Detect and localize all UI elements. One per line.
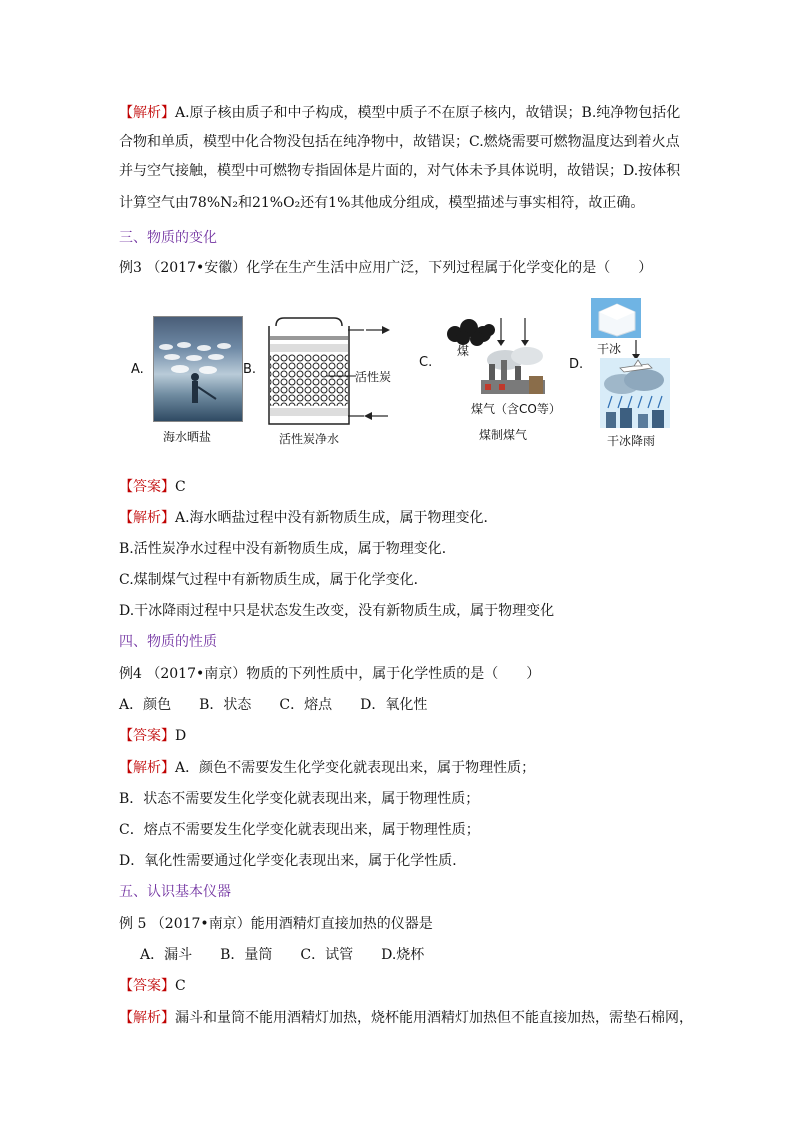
example-3-figure [119, 300, 679, 460]
example-3-question: 例3 （2017•安徽）化学在生产生活中应用广泛，下列过程属于化学变化的是（ ） [119, 260, 653, 276]
sea-salt-photo [153, 316, 243, 422]
answer-tag: 【答案】 [119, 728, 175, 744]
example-3-analysis-1: 【解析】A.海水晒盐过程中没有新物质生成，属于物理变化． [119, 510, 498, 526]
section-heading-3: 三、物质的变化 [119, 230, 217, 246]
factory-icon [475, 346, 555, 396]
analysis-line-2: 合物和单质，模型中化合物没包括在纯净物中，故错误；C.燃烧需要可燃物温度达到着火点 [119, 134, 680, 150]
section-heading-5: 五、认识基本仪器 [119, 884, 231, 900]
answer-value: C [175, 479, 186, 495]
option-a-caption: 海水晒盐 [163, 430, 212, 444]
example-3-answer [119, 477, 186, 497]
example-4-question: 例4 （2017•南京）物质的下列性质中，属于化学性质的是（ ） [119, 666, 541, 682]
option-d-caption: 干冰降雨 [607, 434, 656, 448]
option-c-letter: C. [419, 355, 433, 370]
example-4-analysis-4: D．氧化性需要通过化学变化表现出来，属于化学性质． [119, 853, 467, 869]
option-b-letter: B. [243, 362, 257, 377]
answer-tag: 【答案】 [119, 978, 175, 994]
analysis-line-4: 计算空气由78%N₂和21%O₂还有1%其他成分组成，模型描述与事实相符，故正确。 [119, 195, 645, 211]
option-c-caption: 煤制煤气 [479, 428, 528, 442]
example-4-analysis-2: B．状态不需要发生化学变化就表现出来，属于物理性质； [119, 791, 480, 807]
coal-label: 煤 [457, 344, 470, 358]
activated-carbon-label: 活性炭 [355, 370, 392, 384]
analysis-line-1: 【解析】A.原子核由质子和中子构成，模型中质子不在原子核内，故错误；B.纯净物包括化 [119, 105, 681, 121]
analysis-tag: 【解析】 [119, 510, 175, 526]
sea-salt-illustration [154, 317, 242, 421]
section-heading-4: 四、物质的性质 [119, 634, 217, 650]
water-filter-diagram [264, 314, 424, 426]
option-b-caption: 活性炭净水 [279, 432, 340, 446]
answer-value: C [175, 978, 186, 994]
example-5-question: 例 5 （2017•南京）能用酒精灯直接加热的仪器是 [119, 916, 433, 932]
answer-value: D [175, 728, 187, 744]
example-3-analysis-2: B.活性炭净水过程中没有新物质生成，属于物理变化． [119, 541, 456, 557]
analysis-tag: 【解析】 [119, 105, 175, 121]
example-5-options: A．漏斗 B．量筒 C．试管 D.烧杯 [140, 947, 425, 963]
example-4-options: A．颜色 B．状态 C．熔点 D．氧化性 [119, 697, 428, 713]
dry-ice-icon [591, 298, 641, 338]
option-d-letter: D. [569, 357, 584, 372]
analysis-tag: 【解析】 [119, 1010, 175, 1026]
example-5-analysis-1: 【解析】漏斗和量筒不能用酒精灯加热，烧杯能用酒精灯加热但不能直接加热，需垫石棉网， [119, 1010, 693, 1026]
example-3-analysis-4: D.干冰降雨过程中只是状态发生改变，没有新物质生成，属于物理变化 [119, 603, 555, 619]
example-4-answer [119, 726, 186, 746]
dry-ice-label: 干冰 [597, 342, 622, 356]
analysis-line-3: 并与空气接触，模型中可燃物专指固体是片面的，对气体未予具体说明，故错误；D.按体积 [119, 163, 681, 179]
option-a-letter: A. [131, 362, 144, 377]
down-arrow-icon [629, 340, 643, 360]
coal-icon [441, 310, 551, 346]
cloud-seeding-illustration [600, 358, 670, 428]
example-4-analysis-1: 【解析】A．颜色不需要发生化学变化就表现出来，属于物理性质； [119, 760, 536, 776]
example-4-analysis-3: C．熔点不需要发生化学变化就表现出来，属于物理性质； [119, 822, 480, 838]
example-3-analysis-3: C.煤制煤气过程中有新物质生成，属于化学变化． [119, 572, 428, 588]
analysis-tag: 【解析】 [119, 760, 175, 776]
gas-label: 煤气（含CO等） [471, 402, 561, 416]
answer-tag: 【答案】 [119, 479, 175, 495]
example-5-answer [119, 976, 186, 996]
